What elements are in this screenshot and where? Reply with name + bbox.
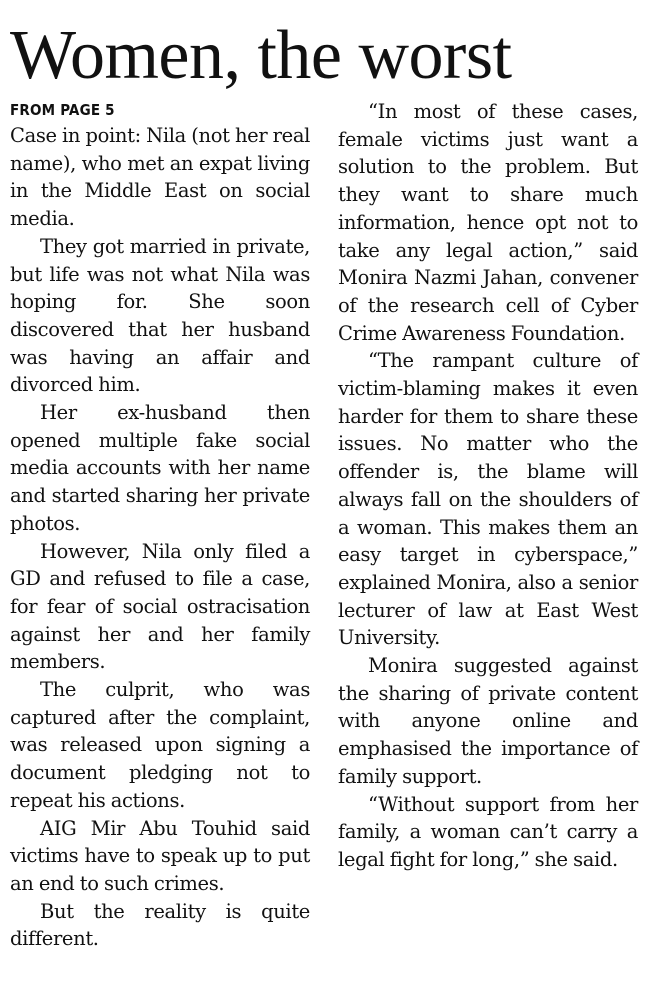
paragraph: AIG Mir Abu Touhid said victims have to speak up to put an end to such crimes. (10, 816, 310, 895)
right-column (338, 98, 638, 874)
paragraph: “In most of these cases, female victims just want a solution to the problem. But they want to share much information, hence opt not to take any legal action,” said Monira Nazmi Jahan, convener of the research cell of Cyber Crime Awareness Foundation. (338, 100, 638, 345)
headline: Women, the worst (10, 17, 512, 94)
paragraph: They got married in private, but life was not what Nila was hoping for. She soon discovered that her husband was having an affair and divorced him. (10, 234, 310, 397)
paragraph: The culprit, who was captured after the complaint, was released upon signing a document pledging not to repeat his actions. (10, 678, 310, 812)
paragraph: Case in point: Nila (not her real name), who met an expat living in the Middle East on social media. (10, 124, 311, 231)
paragraph: Her ex-husband then opened multiple fake social media accounts with her name and started sharing her private photos. (10, 401, 310, 535)
paragraph: “Without support from her family, a woman can’t carry a legal fight for long,” she said. (338, 792, 638, 871)
paragraph: Monira suggested against the sharing of private content with anyone online and emphasised the importance of family support. (338, 654, 638, 788)
continued-from-label: FROM PAGE 5 (10, 101, 115, 119)
paragraph: However, Nila only filed a GD and refused to file a case, for fear of social ostracisation against her and her family members. (10, 539, 310, 674)
paragraph: But the reality is quite different. (10, 899, 310, 951)
paragraph: “The rampant culture of victim-blaming makes it even harder for them to share these issues. No matter who the offender is, the blame will always fall on the shoulders of a woman. This makes them an easy target in cyberspace,” explained Monira, also a senior lecturer of law at East West University. (338, 349, 638, 650)
left-column (10, 98, 310, 953)
